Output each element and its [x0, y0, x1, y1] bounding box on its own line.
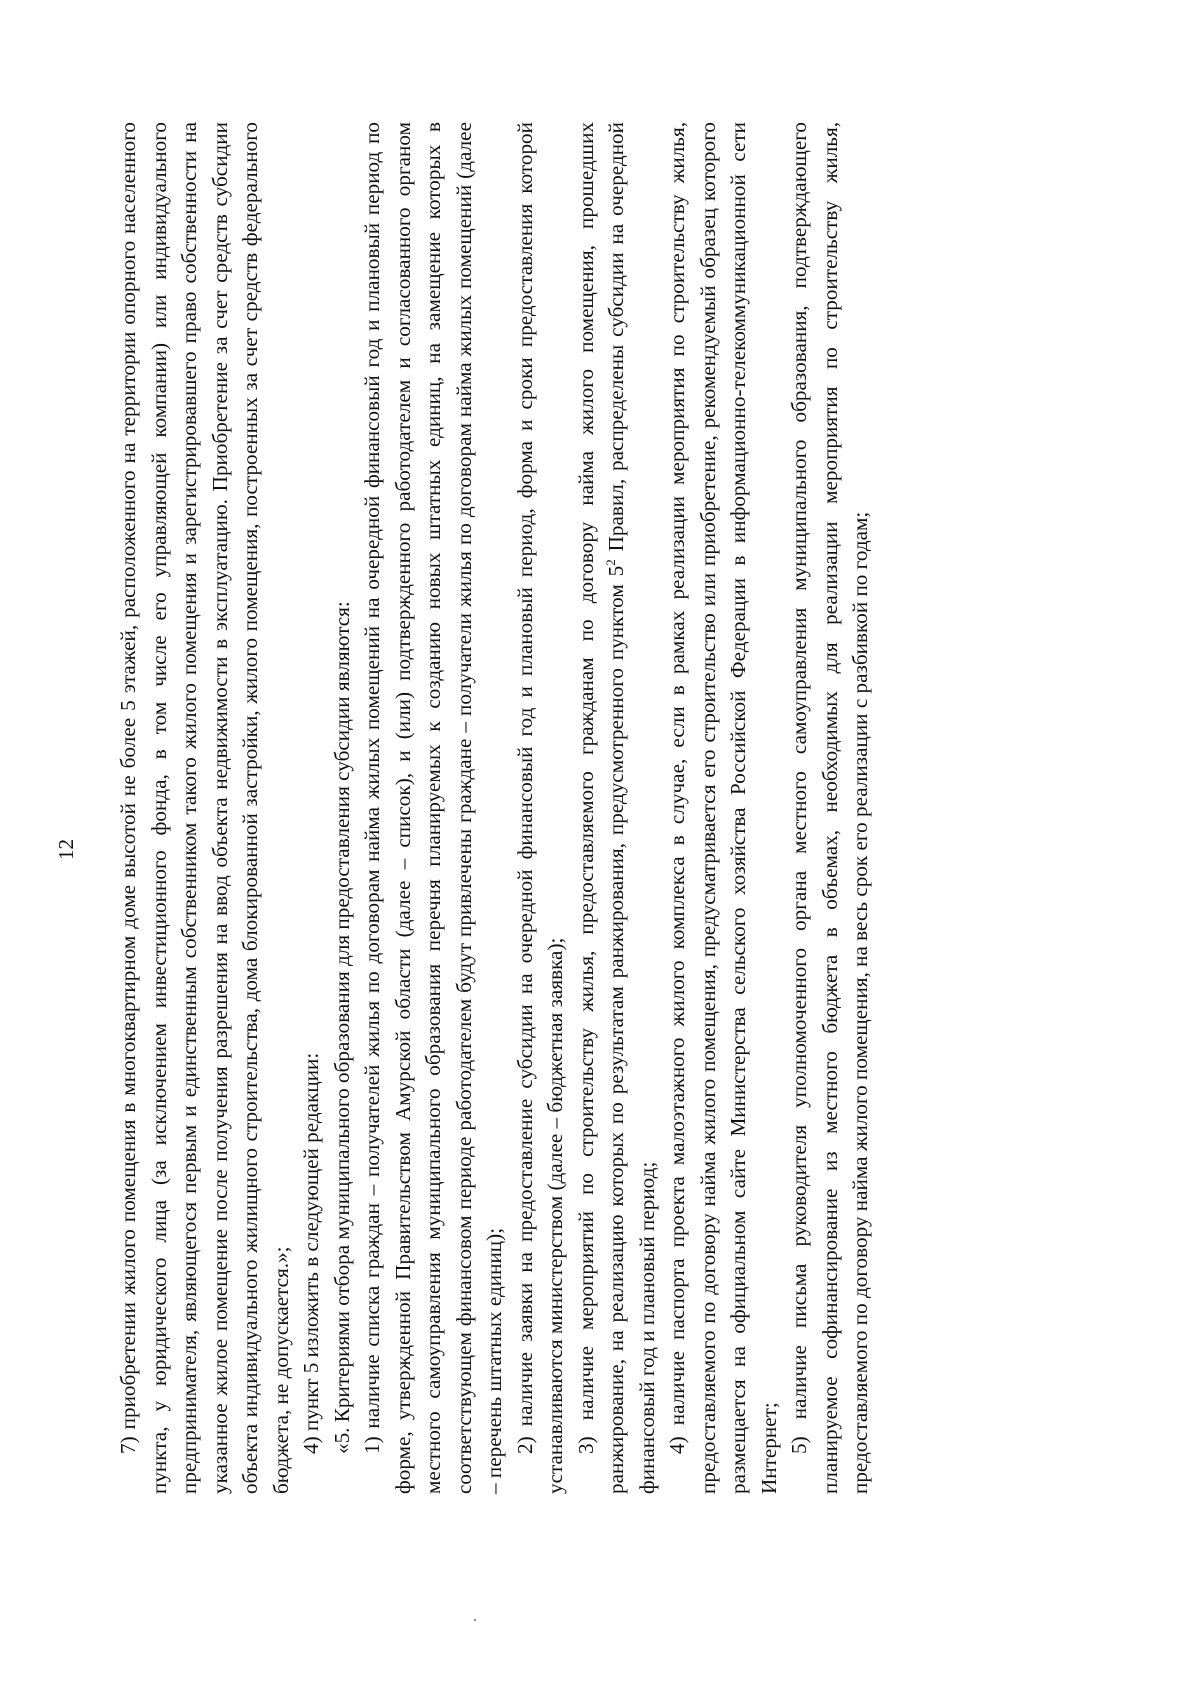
paragraph-criterion-4: 4) наличие паспорта проекта малоэтажного жилого комплекса в случае, если в рамках реализации мероприятия по строительству жилья, предоставляемого по договору найма жилого помещения, предусматривается его строительство или приобретение, рекомендуемый образец которого размещается на официальном сайте Министерства сельского хозяйства Российской Федерации в информационно-телекоммуникационной сети Интернет; [665, 122, 781, 1494]
superscript-2: 2 [603, 559, 618, 566]
paragraph-point-4-amendment: 4) пункт 5 изложить в следующей редакции: [299, 1052, 323, 1454]
document-body [113, 122, 876, 1494]
criterion-3-text: 3) наличие мероприятий по строительству жилья, предоставляемого гражданам по договору найма жилого помещения, прошедших ранжирование, на реализацию которых по результатам ранжирования, предусмотренного пунктом 5 [573, 122, 628, 1494]
paragraph-criterion-3 [571, 122, 663, 1494]
paragraph-criterion-1: 1) наличие списка граждан – получателей жилья по договорам найма жилых помещений на очередной финансовый год и плановый период по форме, утвержденной Правительством Амурской области (далее – список), и (или) подтвержденного работодателем и согласованного органом местного самоуправления муниципального образования перечня планируемых к созданию новых штатных единиц, на замещение которых в соответствующем финансовом периоде работодателем будут привлечены граждане – получатели жилья по договорам найма жилых помещений (далее – перечень штатных единиц); [360, 122, 506, 1494]
paragraph-point-5-intro: «5. Критериями отбора муниципального образования для предоставления субсидии являются: [329, 601, 354, 1454]
paragraph-criterion-5: 5) наличие письма руководителя уполномоченного органа местного самоуправления муниципального образования, подтверждающего планируемое софинансирование из местного бюджета в объемах, необходимых для реализации мероприятия по строительству жилья, предоставляемого по договору найма жилого помещения, на весь срок его реализации с разбивкой по годам; [787, 122, 872, 1494]
criterion-3-tail: Правил, распределены субсидии на очередной финансовый год и плановый период; [604, 122, 659, 1494]
page-number: 12 [54, 839, 78, 860]
paragraph-criterion-2: 2) наличие заявки на предоставление субсидии на очередной финансовый год и плановый период, форма и сроки предоставления которой устанавливаются министерством (далее – бюджетная заявка); [512, 122, 567, 1494]
scan-speck [474, 1619, 476, 1621]
paragraph-item-7: 7) приобретении жилого помещения в многоквартирном доме высотой не более 5 этажей, расположенного на территории опорного населенного пункта, у юридического лица (за исключением инвестиционного фонда, в том числе его управляющей компании) или индивидуального предпринимателя, являющегося первым и единственным собственником такого жилого помещения и зарегистрировавшего право собственности на указанное жилое помещение после получения разрешения на ввод объекта недвижимости в эксплуатацию. Приобретение за счет средств субсидии объекта индивидуального жилищного строительства, дома блокированной застройки, жилого помещения, построенных за счет средств федерального бюджета, не допускается.»; [116, 122, 293, 1494]
